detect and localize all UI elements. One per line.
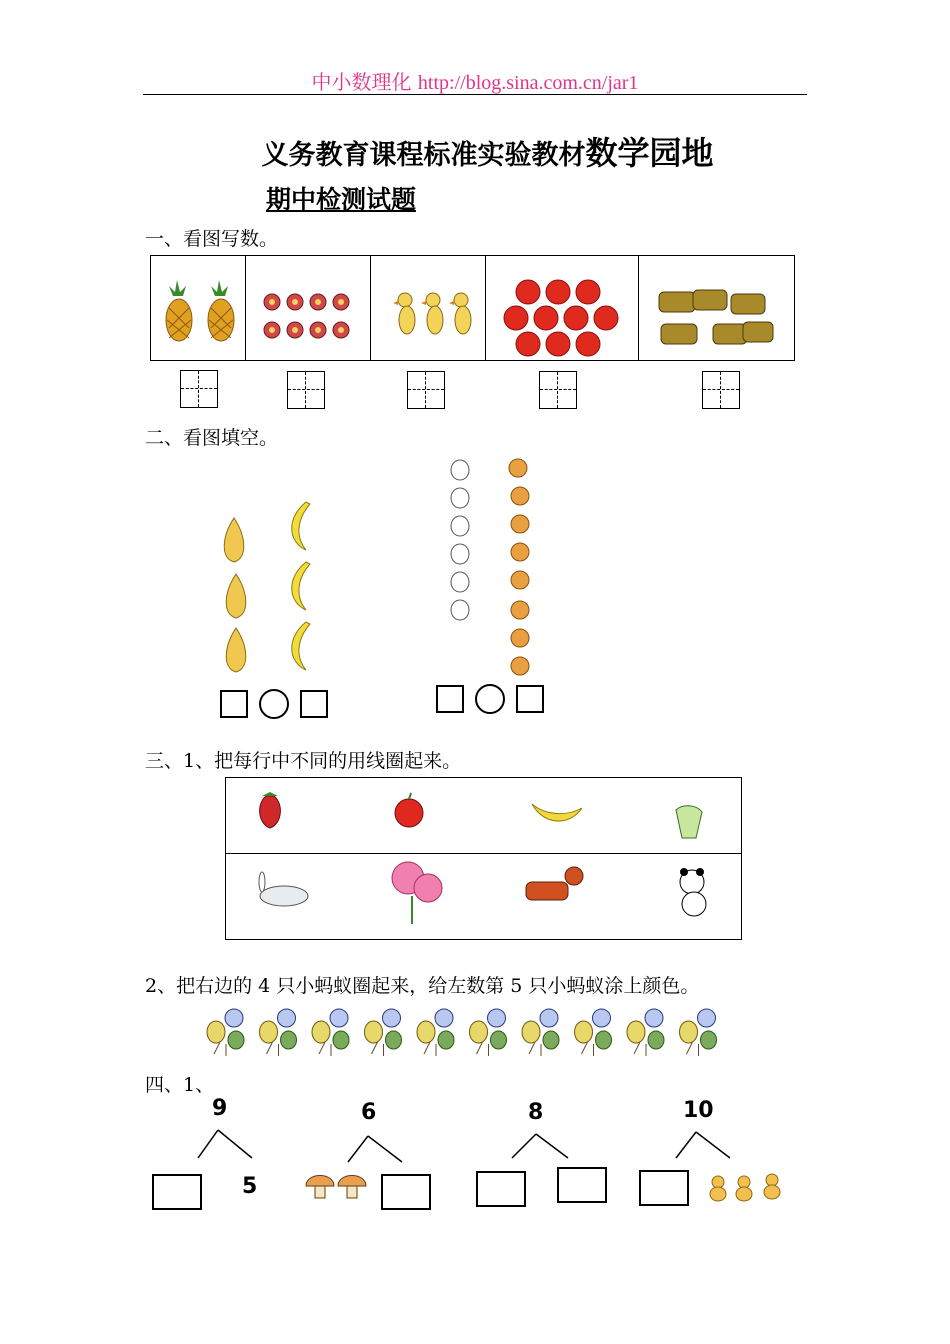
banana-icon bbox=[292, 502, 310, 670]
ant-icon[interactable] bbox=[470, 1009, 507, 1056]
title-part1: 义务教育课程标准实验教材 bbox=[261, 140, 586, 171]
section1-picture-table bbox=[150, 255, 795, 361]
mushroom-icon bbox=[302, 1168, 372, 1202]
tree2-branches bbox=[344, 1134, 408, 1168]
answer-box-tomato[interactable] bbox=[539, 371, 577, 409]
page-header bbox=[0, 66, 950, 95]
fill-circle-left[interactable] bbox=[259, 689, 289, 719]
rabbit-icon bbox=[451, 460, 469, 620]
ant-icon[interactable] bbox=[575, 1009, 612, 1056]
rabbit-icon bbox=[259, 872, 308, 906]
ant-icon bbox=[207, 1009, 717, 1056]
tree3-branches bbox=[510, 1132, 574, 1166]
banana-icon bbox=[532, 804, 582, 821]
flower-icon bbox=[392, 862, 442, 924]
pear-banana-picture bbox=[194, 450, 344, 720]
pineapple-cell bbox=[151, 256, 246, 360]
monkey-icon bbox=[509, 459, 529, 675]
tree3-top: 8 bbox=[528, 1100, 544, 1125]
fill-square-left-1[interactable] bbox=[220, 690, 248, 718]
ant-icon[interactable] bbox=[417, 1009, 454, 1056]
tree3-right-box[interactable] bbox=[557, 1167, 607, 1203]
tree1-left-box[interactable] bbox=[152, 1174, 202, 1210]
tomato-icon bbox=[486, 256, 638, 360]
section3-heading: 三、1、把每行中不同的用线圈起来。 bbox=[145, 750, 462, 772]
fill-square-left-2[interactable] bbox=[300, 690, 328, 718]
answer-box-duckling[interactable] bbox=[407, 371, 445, 409]
tree4-branches bbox=[674, 1130, 738, 1164]
ant-icon[interactable] bbox=[260, 1009, 297, 1056]
strawberry-icon bbox=[260, 792, 281, 828]
ox-cell bbox=[639, 256, 794, 360]
ant-icon[interactable] bbox=[627, 1009, 664, 1056]
title-part2: 数学园地 bbox=[585, 134, 714, 172]
ant-icon[interactable] bbox=[680, 1009, 717, 1056]
odd-one-out-table bbox=[225, 777, 742, 940]
ant-row[interactable] bbox=[198, 1002, 728, 1058]
tree1-top: 9 bbox=[212, 1096, 228, 1121]
pear-icon bbox=[224, 518, 246, 672]
apple-icon bbox=[395, 793, 423, 827]
header-url[interactable]: http://blog.sina.com.cn/jar1 bbox=[417, 72, 639, 94]
tree2-top: 6 bbox=[361, 1100, 377, 1125]
panda-icon bbox=[680, 868, 706, 916]
odd-one-out-pictures[interactable] bbox=[226, 778, 741, 938]
answer-box-ox[interactable] bbox=[702, 371, 740, 409]
duckling-cell bbox=[371, 256, 486, 360]
tree1-branches bbox=[196, 1128, 256, 1162]
header-rule bbox=[143, 94, 807, 95]
fill-circle-right[interactable] bbox=[475, 684, 505, 714]
pineapple-icon bbox=[151, 256, 245, 360]
tree3-left-box[interactable] bbox=[476, 1171, 526, 1207]
section3-q2: 2、把右边的 4 只小蚂蚁圈起来，给左数第 5 只小蚂蚁涂上颜色。 bbox=[145, 975, 700, 997]
tree1-right: 5 bbox=[242, 1174, 258, 1199]
duckling-icon bbox=[371, 256, 485, 360]
page-subtitle: 期中检测试题 bbox=[266, 185, 417, 214]
fill-square-right-1[interactable] bbox=[436, 685, 464, 713]
ant-icon[interactable] bbox=[522, 1009, 559, 1056]
section4-heading: 四、1、 bbox=[145, 1074, 215, 1096]
tomato-cell bbox=[486, 256, 639, 360]
fill-square-right-2[interactable] bbox=[516, 685, 544, 713]
flower-cell bbox=[246, 256, 371, 360]
header-site: 中小数理化 bbox=[311, 70, 412, 94]
chick-icon bbox=[706, 1170, 788, 1204]
flower-icon bbox=[246, 256, 370, 360]
answer-box-pineapple[interactable] bbox=[180, 370, 218, 408]
section1-heading: 一、看图写数。 bbox=[145, 228, 279, 250]
ant-icon[interactable] bbox=[312, 1009, 349, 1056]
ox-icon bbox=[639, 256, 794, 360]
horse-icon bbox=[526, 867, 583, 900]
ant-icon[interactable] bbox=[207, 1009, 244, 1056]
tree4-left-box[interactable] bbox=[639, 1170, 689, 1206]
rabbit-monkey-picture bbox=[440, 454, 550, 680]
section2-heading: 二、看图填空。 bbox=[145, 427, 279, 449]
page-title bbox=[0, 128, 950, 174]
answer-box-flower[interactable] bbox=[287, 371, 325, 409]
cabbage-icon bbox=[676, 806, 702, 838]
ant-icon[interactable] bbox=[365, 1009, 402, 1056]
tree4-top: 10 bbox=[683, 1098, 714, 1123]
tree2-right-box[interactable] bbox=[381, 1174, 431, 1210]
